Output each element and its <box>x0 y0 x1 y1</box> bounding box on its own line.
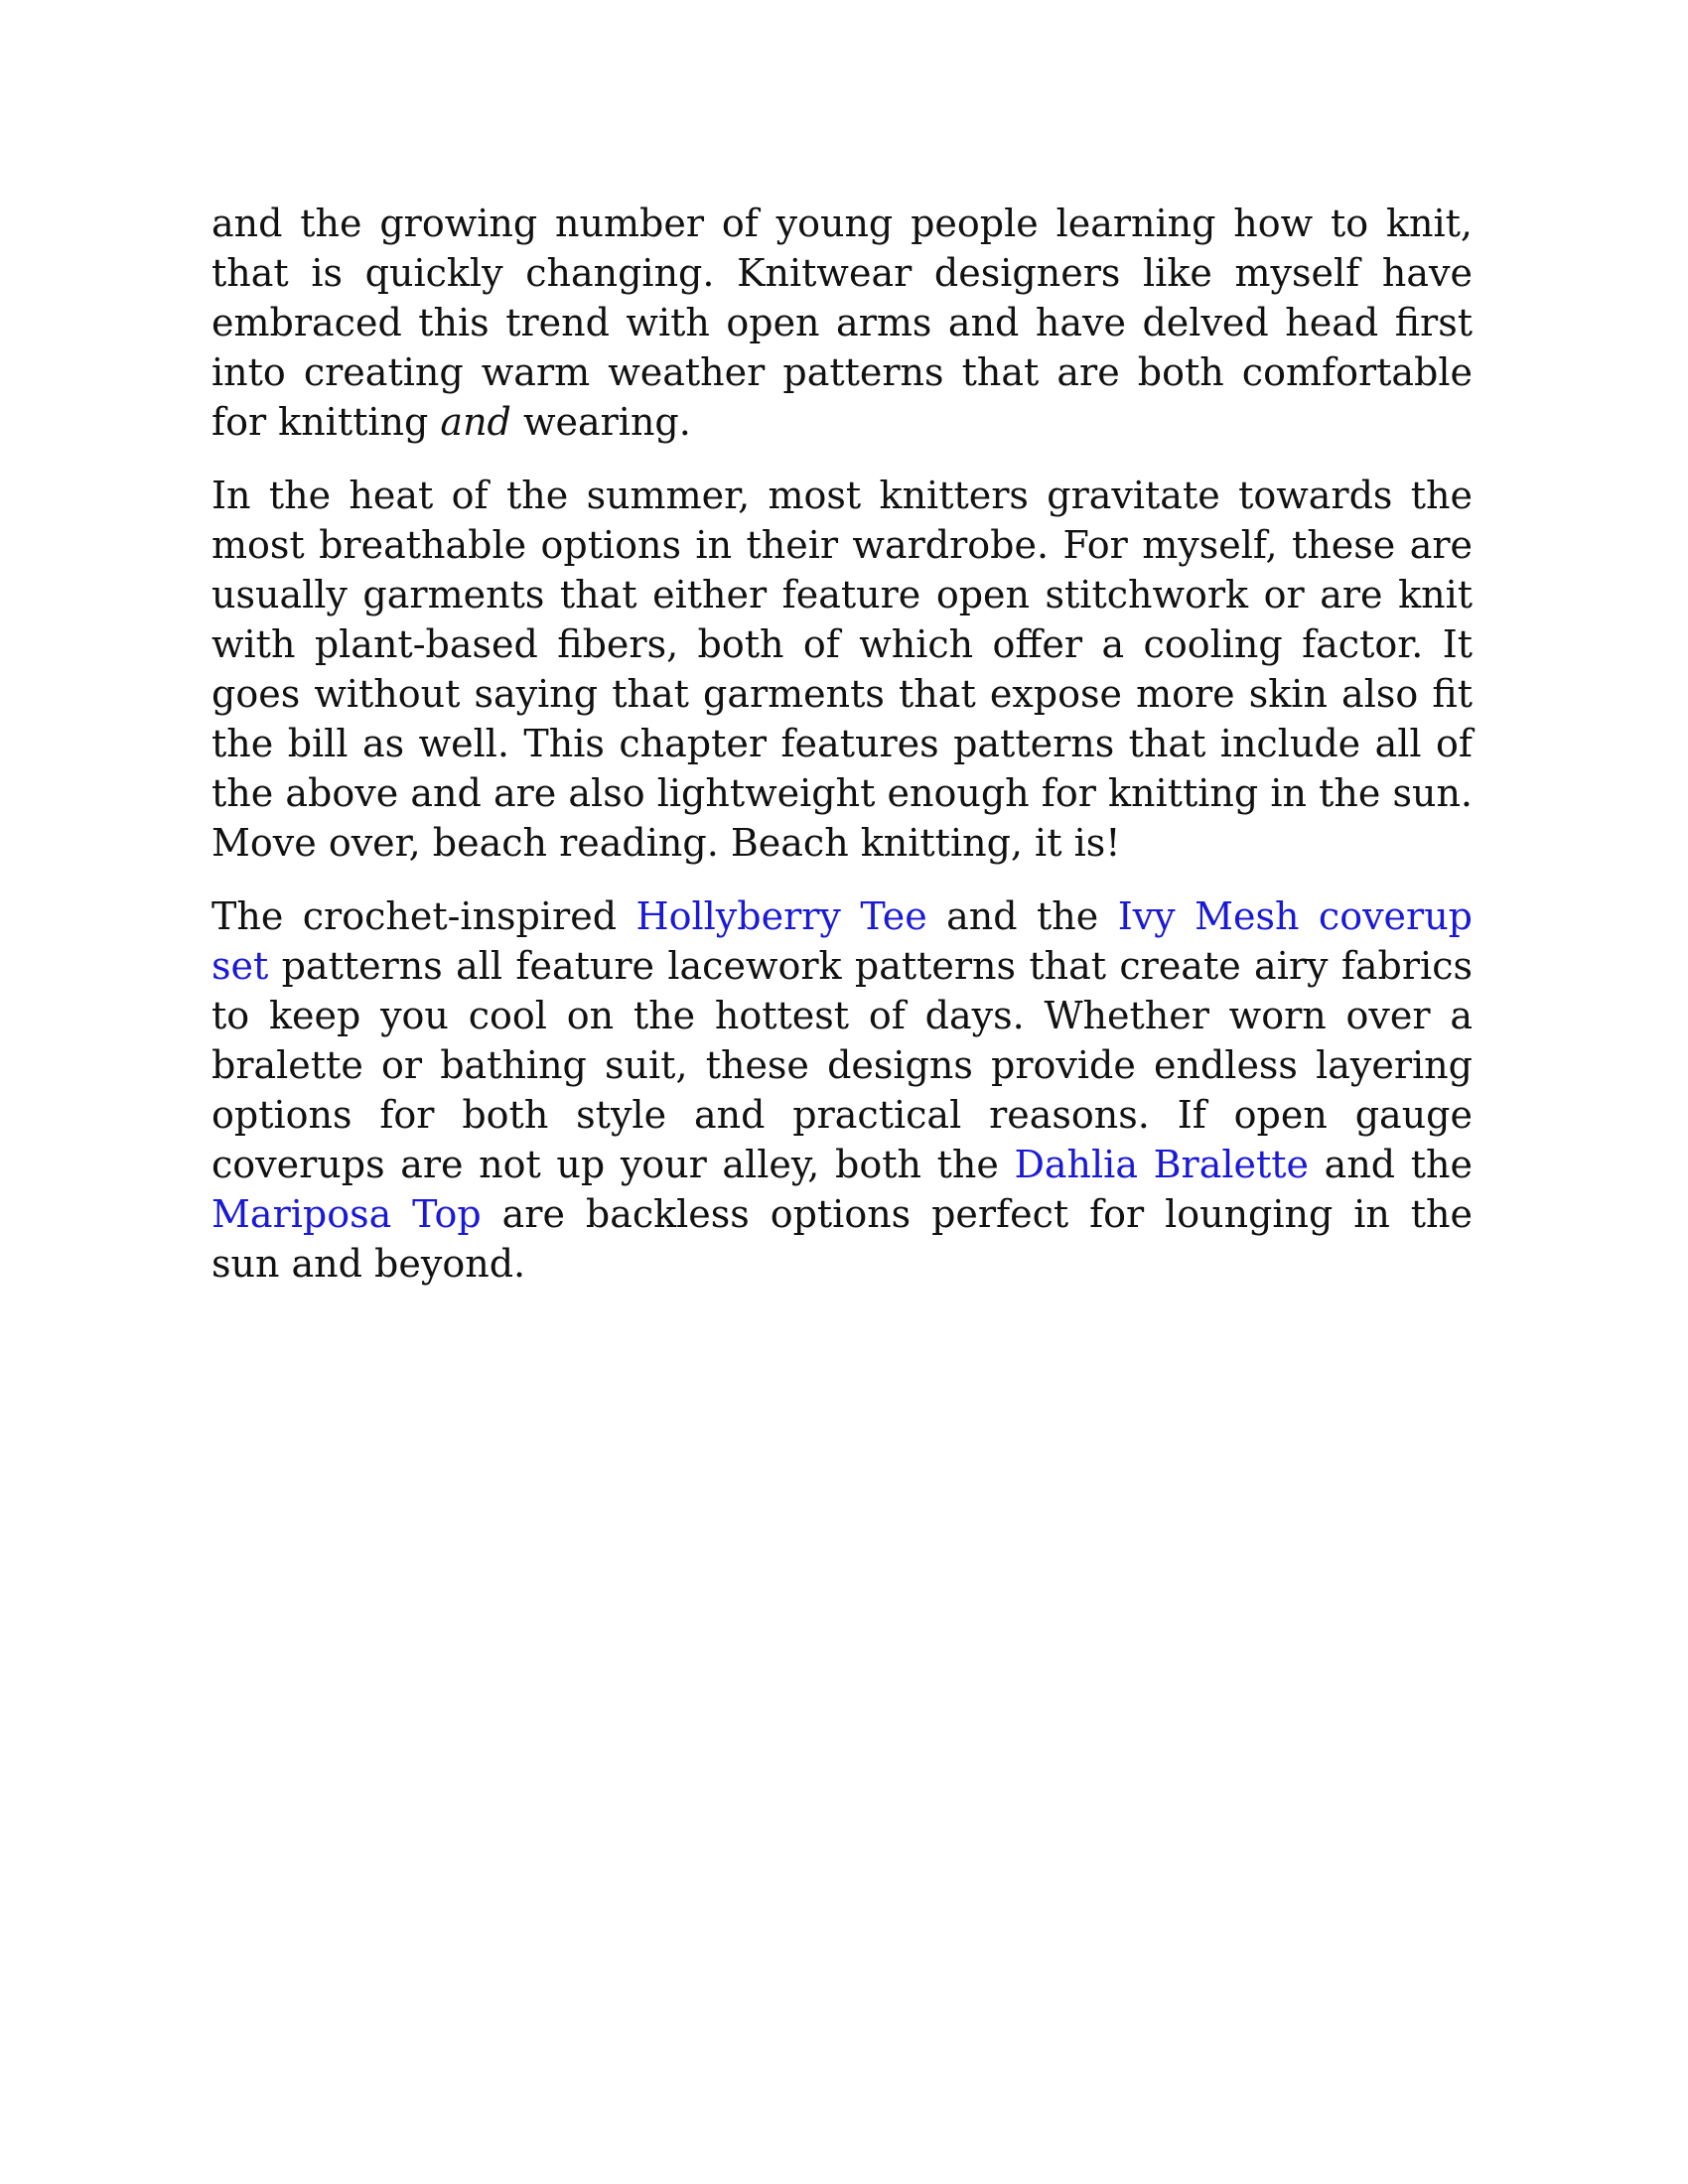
paragraph-1-text-start: and the growing number of young people learning how to knit, that is quickly changing. Knitwear designers like myself have embraced this trend with open arms and have delved head first into creating warm weather patterns that are both comfortable for knitting <box>211 202 1473 444</box>
paragraph-3-text-5: are backless options perfect for lounging in the sun and beyond. <box>211 1192 1473 1286</box>
paragraph-1-emphasis: and <box>440 400 511 444</box>
ivy-mesh-coverup-set-link[interactable]: Ivy Mesh coverup set <box>211 894 1473 988</box>
paragraph-1-text-end: wearing. <box>510 400 691 444</box>
paragraph-1 <box>211 199 1473 447</box>
paragraph-3-text-3: patterns all feature lacework patterns that create airy fabrics to keep you cool on the hottest of days. Whether worn over a bralette or bathing suit, these designs provide endless layering options for both style and practical reasons. If open gauge coverups are not up your alley, both the <box>211 944 1473 1186</box>
paragraph-3-text-2: and the <box>926 894 1118 938</box>
hollyberry-tee-link[interactable]: Hollyberry Tee <box>635 894 927 938</box>
mariposa-top-link[interactable]: Mariposa Top <box>211 1192 482 1236</box>
dahlia-bralette-link[interactable]: Dahlia Bralette <box>1014 1143 1310 1186</box>
paragraph-3 <box>211 891 1473 1289</box>
paragraph-3-text-1: The crochet-inspired <box>211 894 636 938</box>
paragraph-3-text-4: and the <box>1309 1143 1473 1186</box>
body-text <box>211 199 1473 1312</box>
paragraph-2: In the heat of the summer, most knitters gravitate towards the most breathable options in their wardrobe. For myself, these are usually garments that either feature open stitchwork or are knit with plant-based fibers, both of which offer a cooling factor. It goes without saying that garments that expose more skin also fit the bill as well. This chapter features patterns that include all of the above and are also lightweight enough for knitting in the sun. Move over, beach reading. Beach knitting, it is! <box>211 474 1473 865</box>
